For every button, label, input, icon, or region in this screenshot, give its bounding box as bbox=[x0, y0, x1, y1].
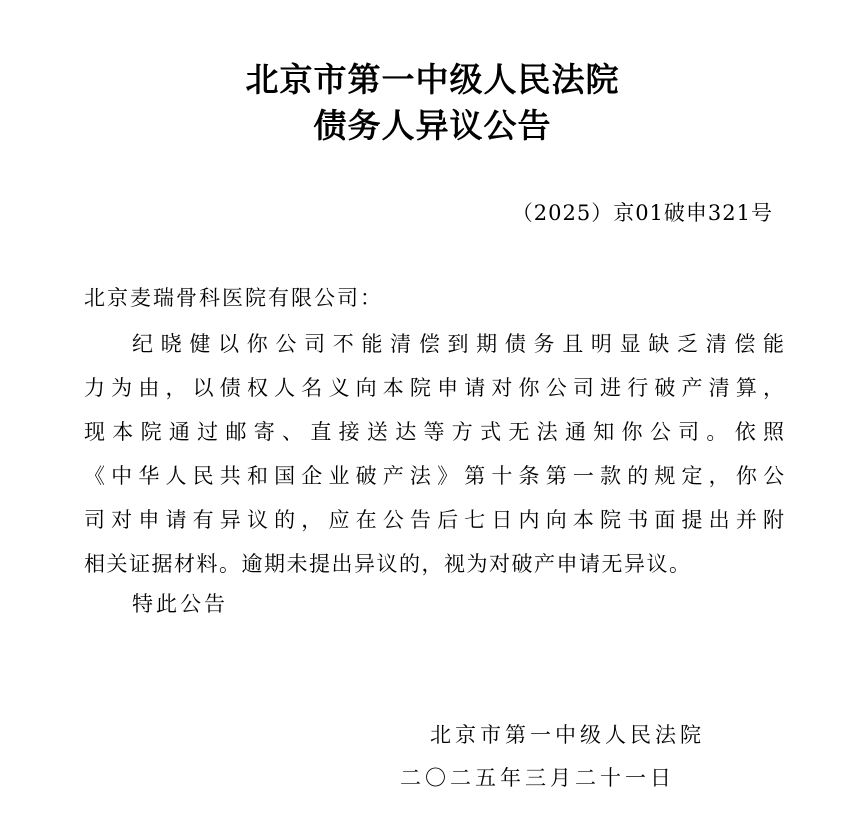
body-line: 现本院通过邮寄、直接送达等方式无法通知你公司。依照 bbox=[84, 420, 784, 444]
court-title: 北京市第一中级人民法院 bbox=[245, 60, 620, 99]
body-line: 相关证据材料。逾期未提出异议的，视为对破产申请无异议。 bbox=[84, 552, 692, 576]
court-signature: 北京市第一中级人民法院 bbox=[430, 723, 705, 747]
body-line: 司对申请有异议的，应在公告后七日内向本院书面提出并附 bbox=[84, 508, 784, 532]
case-number: （2025）京01破申321号 bbox=[511, 201, 773, 225]
body-line: 《中华人民共和国企业破产法》第十条第一款的规定，你公 bbox=[84, 464, 784, 488]
body-line: 纪晓健以你公司不能清偿到期债务且明显缺乏清偿能 bbox=[132, 332, 784, 356]
announcement-title: 债务人异议公告 bbox=[313, 106, 552, 145]
announcement-body bbox=[84, 322, 784, 586]
closing-phrase: 特此公告 bbox=[132, 592, 228, 616]
addressee: 北京麦瑞骨科医院有限公司： bbox=[84, 286, 383, 310]
announcement-date: 二〇二五年三月二十一日 bbox=[400, 766, 675, 790]
body-line: 力为由，以债权人名义向本院申请对你公司进行破产清算， bbox=[84, 376, 784, 400]
